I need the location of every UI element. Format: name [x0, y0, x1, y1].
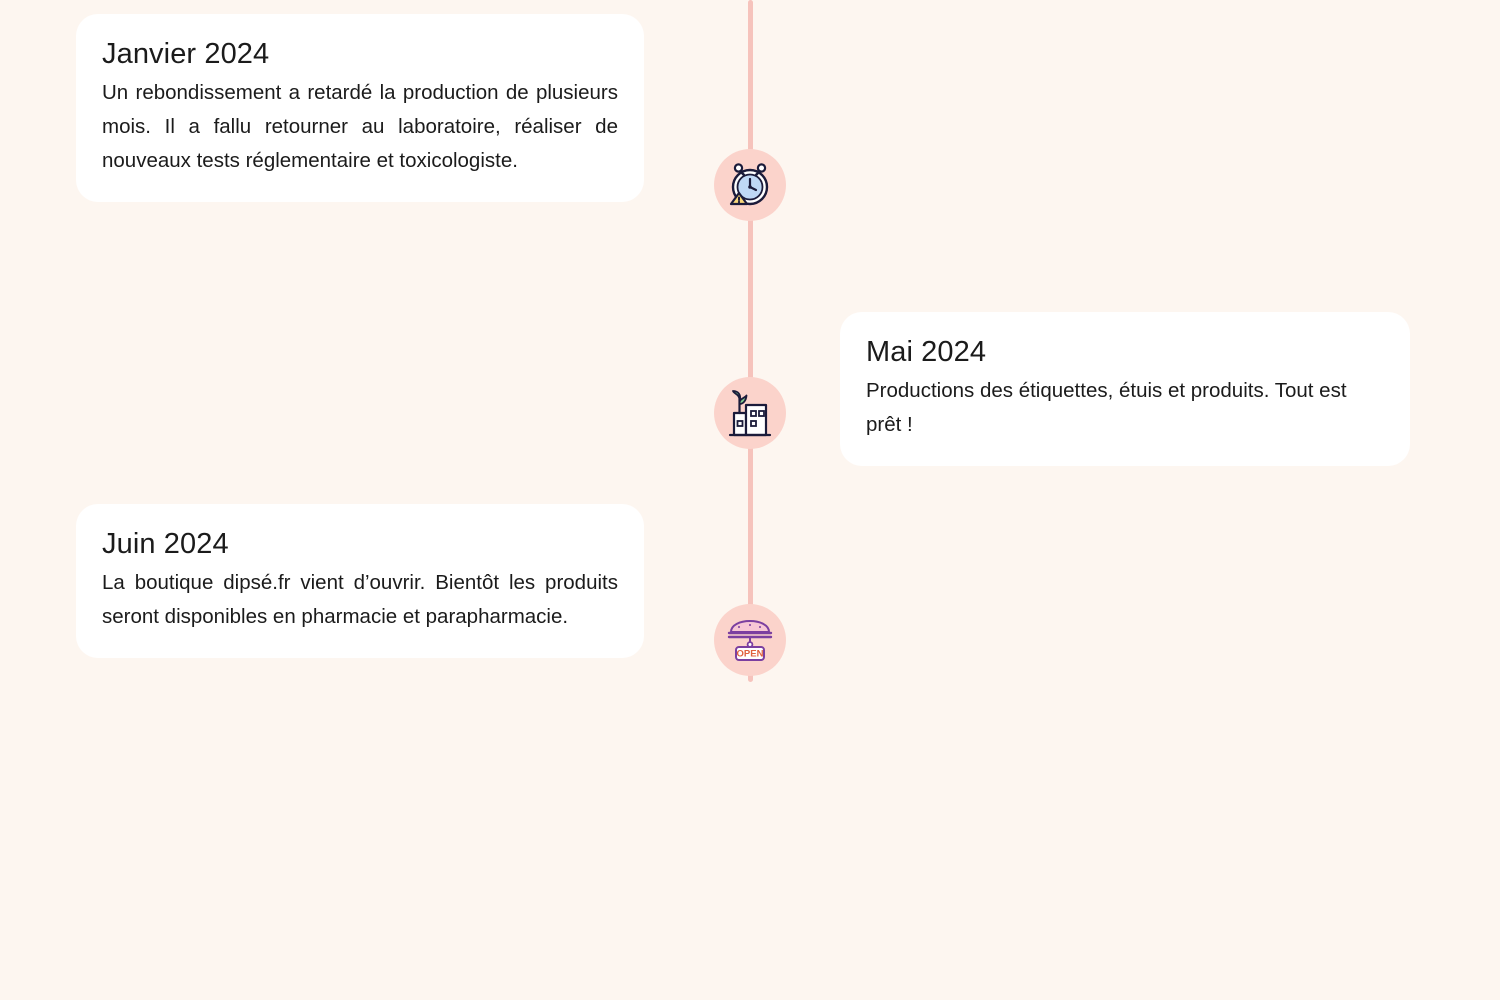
timeline-node-3	[714, 604, 786, 676]
timeline-spine	[748, 0, 753, 682]
timeline-card-text: La boutique dipsé.fr vient d’ouvrir. Bientôt les produits seront disponibles en pharmacie et parapharmacie.	[102, 571, 618, 629]
timeline-card-janvier-2024	[76, 14, 644, 202]
timeline-node-1	[714, 149, 786, 221]
timeline-card-text: Productions des étiquettes, étuis et produits. Tout est prêt !	[866, 379, 1347, 437]
timeline-card-date: Juin 2024	[102, 528, 229, 560]
svg-text:OPEN: OPEN	[736, 648, 764, 660]
timeline-card-mai-2024	[840, 312, 1410, 466]
timeline-card-text: Un rebondissement a retardé la production de plusieurs mois. Il a fallu retourner au laboratoire, réaliser de nouveaux tests réglementaire et toxicologiste.	[102, 81, 618, 173]
timeline-node-2	[714, 377, 786, 449]
timeline-card-juin-2024	[76, 504, 644, 658]
timeline-card-date: Mai 2024	[866, 336, 987, 368]
open-shop-sign-icon	[722, 612, 778, 668]
timeline-card-date: Janvier 2024	[102, 38, 270, 70]
factory-plant-icon	[722, 385, 778, 441]
alarm-clock-warning-icon	[722, 157, 778, 213]
